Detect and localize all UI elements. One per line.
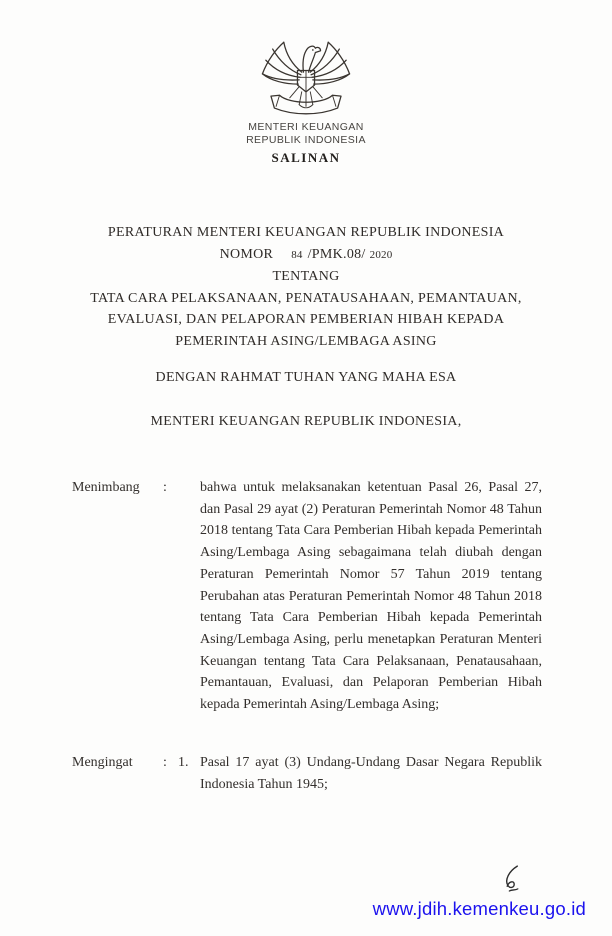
invocation-line: DENGAN RAHMAT TUHAN YANG MAHA ESA bbox=[155, 370, 457, 385]
tentang-label: TENTANG bbox=[272, 269, 340, 284]
ministry-line1: MENTERI KEUANGAN bbox=[248, 121, 364, 133]
authority-line: MENTERI KEUANGAN REPUBLIK INDONESIA, bbox=[150, 414, 462, 429]
nomor-code: /PMK.08/ bbox=[307, 246, 366, 262]
handwritten-initial-icon bbox=[496, 864, 528, 900]
subject-line1: TATA CARA PELAKSANAAN, PENATAUSAHAAN, PEMANTAUAN, bbox=[90, 290, 522, 306]
copy-label: SALINAN bbox=[271, 150, 341, 165]
garuda-pancasila-emblem bbox=[259, 36, 353, 122]
nomor-number: 84 bbox=[291, 248, 303, 261]
subject-line3: PEMERINTAH ASING/LEMBAGA ASING bbox=[175, 333, 437, 349]
jdih-watermark-link[interactable]: www.jdih.kemenkeu.go.id bbox=[372, 898, 586, 919]
recalling-item-text: Pasal 17 ayat (3) Undang-Undang Dasar Negara Republik Indonesia Tahun 1945; bbox=[200, 755, 542, 792]
considering-text: bahwa untuk melaksanakan ketentuan Pasal 26, Pasal 27, dan Pasal 29 ayat (2) Peraturan Pemerintah Nomor 48 Tahun 2018 tentang Tata Cara Pemberian Hibah kepada Pemerintah Asing/Lembaga Asing sebagaimana telah diubah dengan Peraturan Pemerintah Nomor 57 Tahun 2019 tentang Perubahan atas Peraturan Pemerintah Nomor 48 Tahun 2018 tentang Tata Cara Pemberian Hibah kepada Pemerintah Asing/Lembaga Asing, perlu menetapkan Peraturan Menteri Keuangan tentang Tata Cara Pelaksanaan, Penatausahaan, Pemantauan, Evaluasi, dan Pelaporan Pemberian Hibah kepada Pemerintah Asing/Lembaga Asing; bbox=[200, 480, 542, 713]
regulation-number-line bbox=[0, 244, 612, 267]
considering-colon: : bbox=[163, 480, 167, 495]
ministry-name bbox=[0, 121, 612, 147]
recalling-item-number: 1. bbox=[178, 755, 189, 770]
regulation-title-block bbox=[0, 222, 612, 352]
nomor-year: 2020 bbox=[369, 248, 393, 261]
recalling-label: Mengingat bbox=[72, 755, 133, 770]
considering-label: Menimbang bbox=[72, 480, 140, 495]
subject-line2: EVALUASI, DAN PELAPORAN PEMBERIAN HIBAH KEPADA bbox=[107, 312, 505, 327]
considering-section bbox=[72, 477, 542, 716]
recalling-section bbox=[72, 752, 542, 795]
ministry-line2: REPUBLIK INDONESIA bbox=[246, 134, 366, 146]
regulation-title-line1: PERATURAN MENTERI KEUANGAN REPUBLIK INDONESIA bbox=[107, 225, 505, 240]
recalling-colon: : bbox=[163, 755, 167, 770]
nomor-prefix: NOMOR bbox=[219, 246, 274, 262]
